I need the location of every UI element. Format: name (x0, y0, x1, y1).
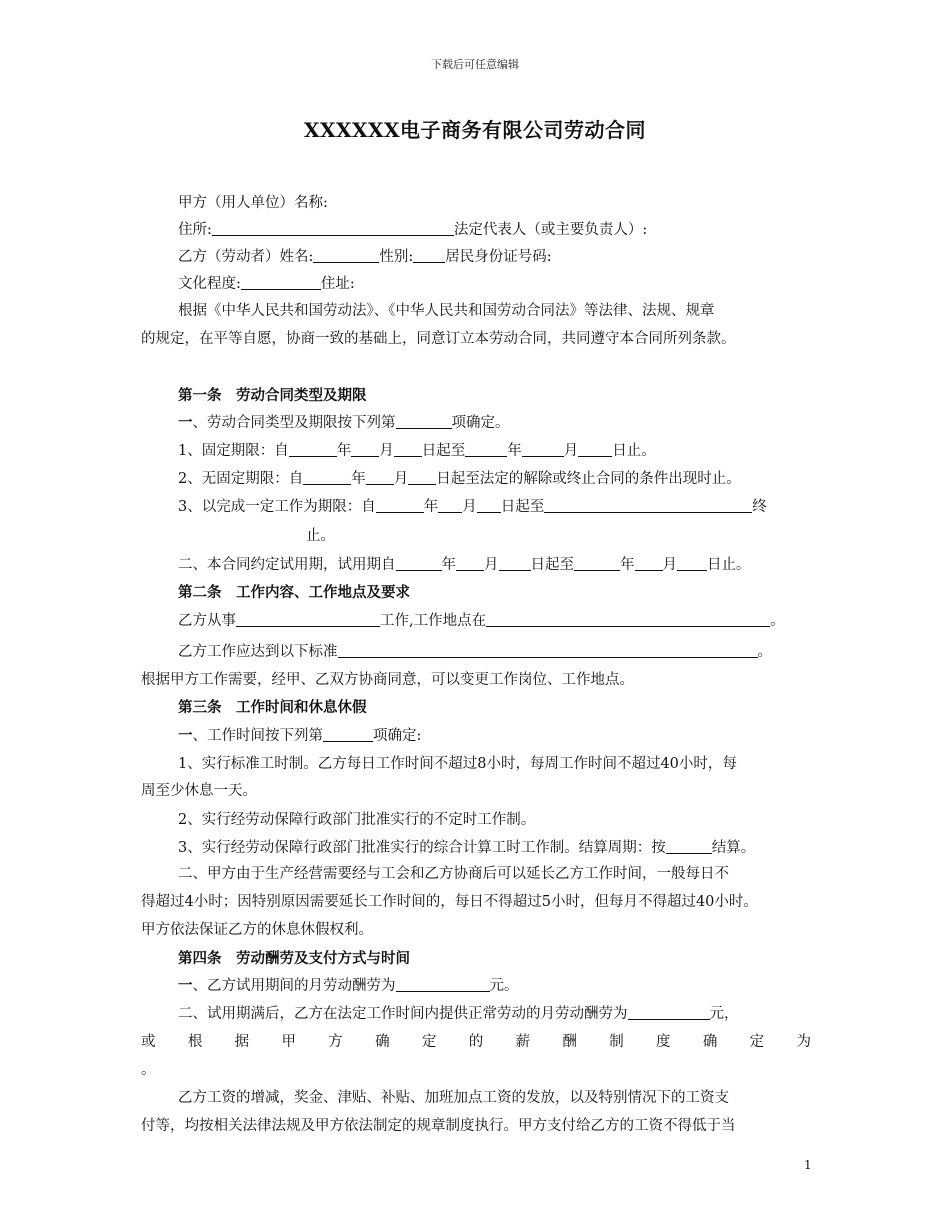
comprehensive-hours-line (178, 838, 755, 858)
gender-label: 性别: (379, 249, 414, 265)
regular-pay-label: 二、试用期满后，乙方在法定工作时间内提供正常劳动的月劳动酬劳为 (178, 1006, 628, 1022)
period: 。 (757, 644, 772, 660)
standard-hours-line-1: 1、实行标准工时制。乙方每日工作时间不超过8小时，每周工作时间不超过40小时，每 (178, 756, 737, 772)
day-end-label: 日止。 (707, 557, 751, 573)
party-b-name-blank[interactable] (313, 248, 379, 263)
settlement-period-blank[interactable] (666, 839, 712, 854)
month-label: 月 (563, 443, 579, 459)
job-line (178, 611, 785, 631)
month-blank[interactable] (522, 442, 564, 457)
article-1-heading: 第一条 劳动合同类型及期限 (178, 387, 367, 404)
task-end-label: 终 (752, 499, 767, 515)
regular-pay-line (178, 1004, 739, 1024)
gender-blank[interactable] (413, 248, 445, 263)
location-blank[interactable] (486, 612, 770, 627)
month-label: 月 (462, 499, 477, 515)
month-label: 月 (484, 557, 499, 573)
article-1-item-1 (178, 413, 510, 433)
item-number: 一 (178, 977, 193, 994)
month-label: 月 (379, 443, 394, 459)
page-number: 1 (804, 1158, 812, 1172)
id-number-label: 居民身份证号码: (445, 249, 552, 265)
party-a-name-line (178, 193, 328, 213)
day-to-label: 日起至 (500, 499, 545, 515)
preamble-line-2: 的规定，在平等自愿，协商一致的基础上，同意订立本劳动合同，共同遵守本合同所列条款。 (141, 331, 736, 347)
day-blank[interactable] (677, 556, 707, 571)
work-hours-blank[interactable] (323, 727, 373, 742)
year-label: 年 (507, 443, 522, 459)
item-number: 一 (178, 414, 193, 431)
education-line (178, 274, 355, 294)
year-blank[interactable] (303, 470, 351, 485)
task-term-end: 止。 (306, 528, 335, 544)
task-term-line (178, 497, 767, 517)
year-label: 年 (351, 471, 366, 487)
task-blank[interactable] (544, 498, 752, 513)
task-term-label: 3、以完成一定工作为期限：自 (178, 499, 376, 515)
education-blank[interactable] (241, 275, 321, 290)
regular-pay-blank[interactable] (628, 1005, 710, 1020)
fixed-term-label: 1、固定期限：自 (178, 443, 289, 459)
salary-system-line: 或根据甲方确定的薪酬制度确定为 (141, 1034, 811, 1050)
article-4-heading: 第四条 劳动酬劳及支付方式与时间 (178, 950, 410, 967)
job-blank[interactable] (236, 612, 380, 627)
trial-pay-label: 、乙方试用期间的月劳动酬劳为 (192, 978, 396, 994)
page-header-note: 下载后可任意编辑 (431, 58, 519, 71)
month-blank[interactable] (366, 470, 394, 485)
document-title: XXXXXX电子商务有限公司劳动合同 (303, 118, 647, 142)
address-blank[interactable] (212, 221, 454, 236)
standard-line (178, 642, 772, 662)
party-b-name-label: 乙方（劳动者）姓名: (178, 249, 314, 265)
day-blank[interactable] (394, 442, 422, 457)
day-blank[interactable] (477, 498, 501, 513)
party-b-line (178, 247, 552, 267)
period: 。 (770, 613, 785, 629)
article-3-item-1 (178, 726, 421, 746)
overtime-line-1: 二、甲方由于生产经营需要经与工会和乙方协商后可以延长乙方工作时间，一般每日不 (178, 866, 729, 882)
comprehensive-hours-label: 3、实行经劳动保障行政部门批准实行的综合计算工时工作制。结算周期：按 (178, 840, 666, 856)
location-label: 工作,工作地点在 (380, 613, 487, 629)
item-text: 、工作时间按下列第 (192, 728, 323, 744)
day-blank[interactable] (499, 556, 531, 571)
no-fixed-term-line (178, 469, 741, 489)
flexible-hours-line: 2、实行经劳动保障行政部门批准实行的不定时工作制。 (178, 812, 536, 828)
address-line (178, 220, 647, 240)
month-blank[interactable] (635, 556, 663, 571)
trial-pay-blank[interactable] (396, 977, 490, 992)
change-line: 根据甲方工作需要，经甲、乙双方协商同意，可以变更工作岗位、工作地点。 (141, 672, 634, 688)
overtime-line-3: 甲方依法保证乙方的休息休假权利。 (141, 922, 373, 938)
contract-type-blank[interactable] (396, 414, 452, 429)
no-fixed-term-end: 日起至法定的解除或终止合同的条件出现时止。 (436, 471, 741, 487)
standard-hours-line-2: 周至少休息一天。 (141, 783, 257, 799)
standard-blank[interactable] (338, 643, 758, 658)
salary-system-end: 。 (141, 1062, 156, 1078)
item-text-end: 项确定: (373, 728, 422, 744)
month-blank[interactable] (438, 498, 462, 513)
residence-label: 住址: (320, 276, 355, 292)
year-label: 年 (423, 499, 439, 515)
no-fixed-term-label: 2、无固定期限：自 (178, 471, 304, 487)
education-label: 文化程度: (178, 276, 241, 292)
settlement-label: 结算。 (711, 840, 756, 856)
day-to-label: 日起至 (530, 557, 574, 573)
address-label: 住所: (178, 222, 212, 238)
article-3-heading: 第三条 工作时间和休息休假 (178, 699, 367, 716)
preamble-line-1: 根据《中华人民共和国劳动法》、《中华人民共和国劳动合同法》等法律、法规、规章 (178, 303, 715, 319)
item-text: 、劳动合同类型及期限按下列第 (192, 415, 396, 431)
wage-line-1: 乙方工资的增减，奖金、津贴、补贴、加班加点工资的发放，以及特别情况下的工资支 (178, 1090, 729, 1106)
month-label: 月 (662, 557, 677, 573)
year-label: 年 (336, 443, 352, 459)
standard-label: 乙方工作应达到以下标准 (178, 644, 338, 660)
overtime-line-2: 得超过4小时；因特别原因需要延长工作时间的，每日不得超过5小时，但每月不得超过40小时。 (141, 894, 758, 910)
trial-pay-line (178, 976, 519, 996)
legal-rep-label: 法定代表人（或主要负责人）: (453, 222, 648, 238)
year-label: 年 (441, 557, 456, 573)
trial-period-label: 二、本合同约定试用期，试用期自 (178, 557, 396, 573)
month-label: 月 (393, 471, 409, 487)
year-blank[interactable] (574, 556, 620, 571)
job-label: 乙方从事 (178, 613, 236, 629)
month-blank[interactable] (456, 556, 484, 571)
year-blank[interactable] (465, 442, 507, 457)
yuan-label: 元， (709, 1006, 739, 1022)
year-blank[interactable] (396, 556, 442, 571)
day-blank[interactable] (578, 442, 612, 457)
yuan-label: 元。 (489, 978, 519, 994)
day-end-label: 日止。 (612, 443, 656, 459)
item-number: 一 (178, 727, 193, 744)
year-label: 年 (620, 557, 635, 573)
wage-line-2: 付等，均按相关法律法规及甲方依法制定的规章制度执行。甲方支付给乙方的工资不得低于当 (141, 1118, 736, 1134)
fixed-term-line (178, 441, 656, 461)
month-blank[interactable] (351, 442, 379, 457)
item-text-end: 项确定。 (451, 415, 510, 431)
year-blank[interactable] (289, 442, 337, 457)
day-to-label: 日起至 (421, 443, 466, 459)
year-blank[interactable] (376, 498, 424, 513)
day-blank[interactable] (408, 470, 436, 485)
trial-period-line (178, 555, 751, 575)
article-2-heading: 第二条 工作内容、工作地点及要求 (178, 584, 410, 601)
party-a-name-label: 甲方（用人单位）名称: (178, 195, 328, 211)
